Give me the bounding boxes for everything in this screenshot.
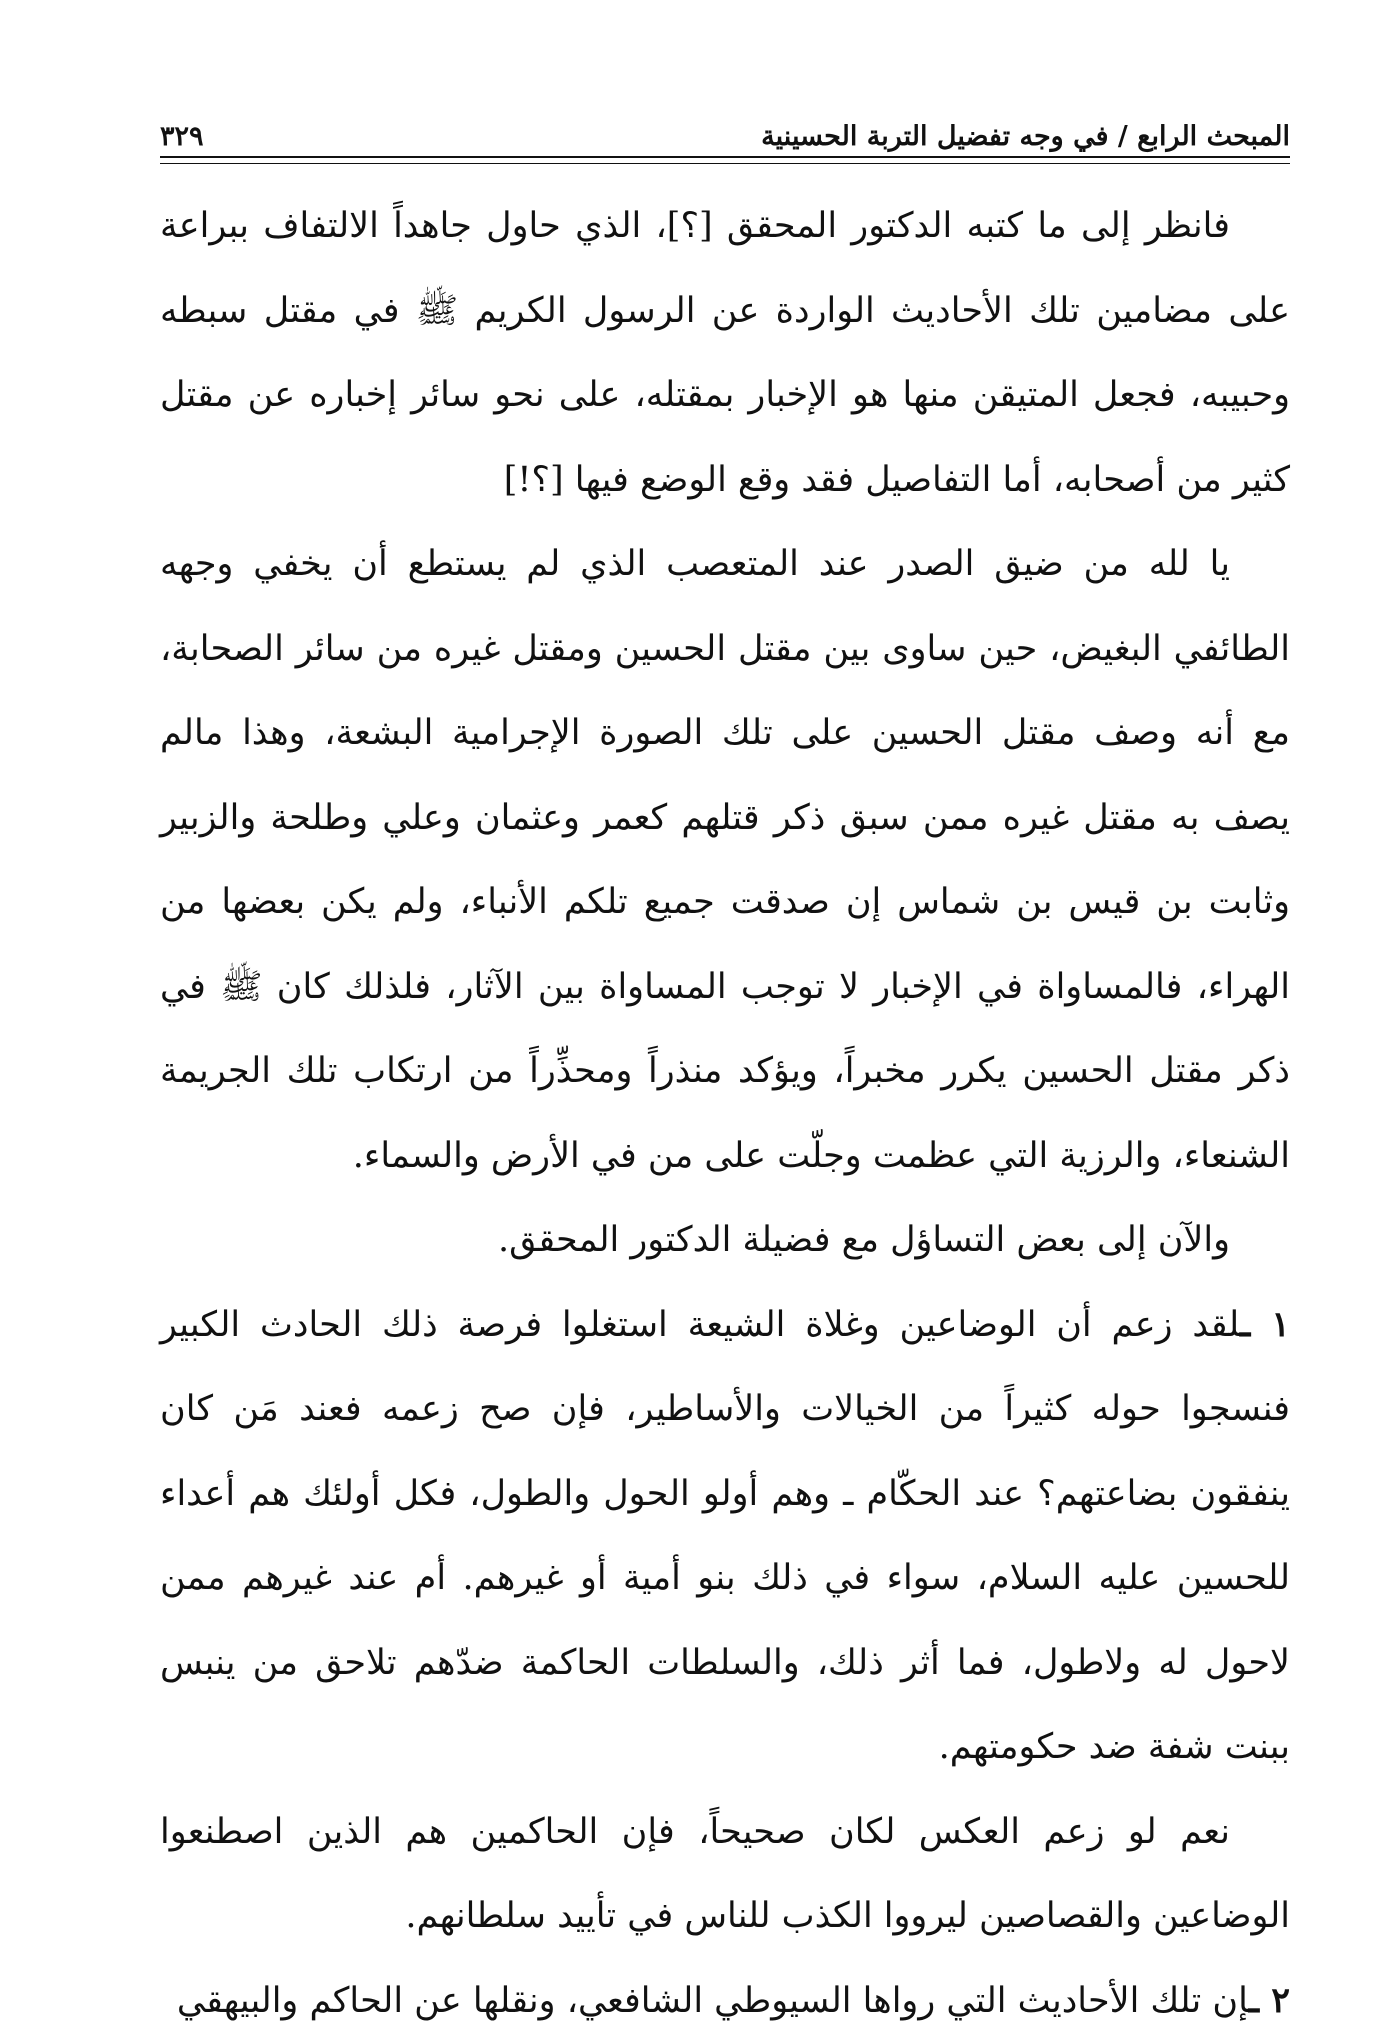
paragraph-number: ١ ـ — [1240, 1304, 1290, 1345]
paragraph-text: والآن إلى بعض التساؤل مع فضيلة الدكتور المحقق. — [498, 1220, 1230, 1260]
paragraph — [160, 1198, 1290, 1283]
paragraph-text: فانظر إلى ما كتبه الدكتور المحقق [؟]، الذي حاول جاهداً الالتفاف ببراعة على مضامين تلك الأحاديث الواردة عن الرسول الكريم ﷺ في مقتل سبطه وحبيبه، فجعل المتيقن منها هو الإخبار بمقتله، على نحو سائر إخباره عن مقتل كثير من أصحابه، أما التفاصيل فقد وقع الوضع فيها [؟!] — [160, 206, 1290, 500]
paragraph-text: نعم لو زعم العكس لكان صحيحاً، فإن الحاكمين هم الذين اصطنعوا الوضاعين والقصاصين ليرووا الكذب للناس في تأييد سلطانهم. — [160, 1812, 1290, 1937]
paragraph — [160, 522, 1290, 1198]
numbered-paragraph — [160, 1283, 1290, 1790]
paragraph-text: لقد زعم أن الوضاعين وغلاة الشيعة استغلوا فرصة ذلك الحادث الكبير فنسجوا حوله كثيراً من الخيالات والأساطير، فإن صح زعمه فعند مَن كان ينفقون بضاعتهم؟ عند الحكّام ـ وهم أولو الحول والطول، فكل أولئك هم أعداء للحسين عليه السلام، سواء في ذلك بنو أمية أو غيرهم. أم عند غيرهم ممن لاحول له ولاطول، فما أثر ذلك، والسلطات الحاكمة ضدّهم تلاحق من ينبس ببنت شفة ضد حكومتهم. — [160, 1305, 1290, 1768]
numbered-paragraph — [160, 1959, 1290, 2043]
paragraph — [160, 184, 1290, 522]
page-header — [160, 100, 1290, 150]
paragraph-text: إن تلك الأحاديث التي رواها السيوطي الشافعي، ونقلها عن الحاكم والبيهقي — [177, 1981, 1249, 2021]
paragraph-number: ٢ ـ — [1249, 1980, 1290, 2021]
paragraph — [160, 1790, 1290, 1959]
body-text — [160, 184, 1290, 2043]
paragraph-text: يا لله من ضيق الصدر عند المتعصب الذي لم يستطع أن يخفي وجهه الطائفي البغيض، حين ساوى بين مقتل الحسين ومقتل غيره من سائر الصحابة، مع أنه وصف مقتل الحسين على تلك الصورة الإجرامية البشعة، وهذا مالم يصف به مقتل غيره ممن سبق ذكر قتلهم كعمر وعثمان وعلي وطلحة والزبير وثابت بن قيس بن شماس إن صدقت جميع تلكم الأنباء، ولم يكن بعضها من الهراء، فالمساواة في الإخبار لا توجب المساواة بين الآثار، فلذلك كان ﷺ في ذكر مقتل الحسين يكرر مخبراً، ويؤكد منذراً ومحذِّراً من ارتكاب تلك الجريمة الشنعاء، والرزية التي عظمت وجلّت على من في الأرض والسماء. — [160, 544, 1290, 1176]
header-double-rule — [160, 156, 1290, 164]
page-number: ٣٢٩ — [160, 123, 204, 150]
running-head: المبحث الرابع / في وجه تفضيل التربة الحسينية — [761, 123, 1290, 150]
